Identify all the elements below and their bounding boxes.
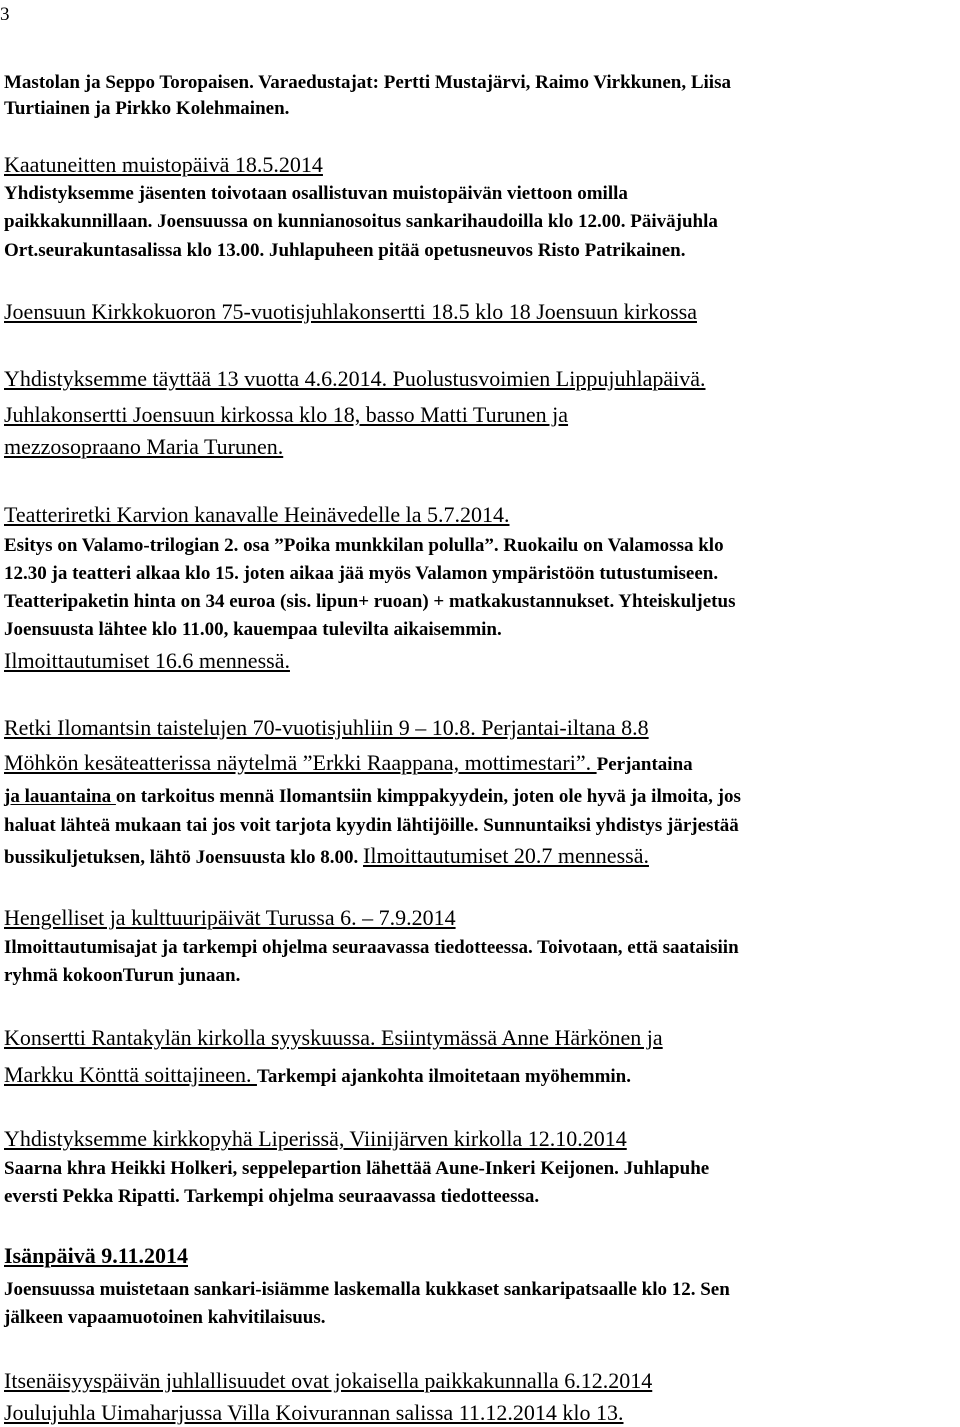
text-line: Esitys on Valamo-trilogian 2. osa ”Poika munkkilan polulla”. Ruokailu on Valamossa klo <box>4 535 724 556</box>
text-fragment: Perjantaina <box>596 754 693 775</box>
text-line: jälkeen vapaamuotoinen kahvitilaisuus. <box>4 1307 326 1328</box>
text-fragment: Tarkempi ajankohta ilmoitetaan myöhemmin. <box>256 1066 631 1087</box>
section-title-isanpaiva: Isänpäivä 9.11.2014 <box>4 1243 188 1268</box>
text-fragment: bussikuljetuksen, lähtö Joensuusta klo 8.00. <box>4 847 363 868</box>
section-title-konsertti: Konsertti Rantakylän kirkolla syyskuussa. Esiintymässä Anne Härkönen ja <box>4 1025 663 1050</box>
text-line: Yhdistyksemme jäsenten toivotaan osallistuvan muistopäivän viettoon omilla <box>4 183 628 204</box>
section-title-kirkkopyha: Yhdistyksemme kirkkopyhä Liperissä, Viinijärven kirkolla 12.10.2014 <box>4 1126 627 1151</box>
section-title-joulujuhla: Joulujuhla Uimaharjussa Villa Koivurannan salissa 11.12.2014 klo 13. <box>4 1400 624 1425</box>
text-line: Ilmoittautumisajat ja tarkempi ohjelma seuraavassa tiedotteessa. Toivotaan, että saataisiin <box>4 937 739 958</box>
section-title-retki: Retki Ilomantsin taistelujen 70-vuotisjuhliin 9 – 10.8. Perjantai-iltana 8.8 <box>4 715 649 740</box>
text-line: mezzosopraano Maria Turunen. <box>4 434 284 459</box>
text-line: Joensuussa muistetaan sankari-isiämme laskemalla kukkaset sankaripatsaalle klo 12. Sen <box>4 1279 730 1300</box>
text-line: Saarna khra Heikki Holkeri, seppelepartion lähettää Aune-Inkeri Keijonen. Juhlapuhe <box>4 1158 710 1179</box>
text-line: haluat lähteä mukaan tai jos voit tarjota kyydin lähtijöille. Sunnuntaiksi yhdistys järjestää <box>4 815 739 836</box>
text-line <box>4 843 649 869</box>
text-line: Teatteripaketin hinta on 34 euroa (sis. lipun+ ruoan) + matkakustannukset. Yhteiskuljetus <box>4 591 736 612</box>
text-fragment: on tarkoitus mennä Ilomantsiin kimppakyydein, joten ole hyvä ja ilmoita, jos <box>115 786 741 807</box>
text-line <box>4 750 693 776</box>
text-line: Joensuusta lähtee klo 11.00, kauempaa tulevilta aikaisemmin. <box>4 619 502 640</box>
play-title: Möhkön kesäteatterissa näytelmä ”Erkki Raappana, mottimestari”. <box>4 750 597 775</box>
text-line: Mastolan ja Seppo Toropaisen. Varaedustajat: Pertti Mustajärvi, Raimo Virkkunen, Liisa <box>4 72 731 93</box>
registration-deadline: Ilmoittautumiset 20.7 mennessä. <box>363 843 649 868</box>
section-title-yhdistys: Yhdistyksemme täyttää 13 vuotta 4.6.2014. Puolustusvoimien Lippujuhlapäivä. <box>4 366 706 391</box>
section-title-kaatuneet: Kaatuneitten muistopäivä 18.5.2014 <box>4 152 323 177</box>
section-title-hengelliset: Hengelliset ja kulttuuripäivät Turussa 6. – 7.9.2014 <box>4 905 456 930</box>
page-number: 3 <box>0 4 10 25</box>
text-line: ryhmä kokoonTurun junaan. <box>4 965 241 986</box>
text-line: Ort.seurakuntasalissa klo 13.00. Juhlapuheen pitää opetusneuvos Risto Patrikainen. <box>4 240 686 261</box>
text-fragment: ja lauantaina <box>4 786 116 807</box>
registration-deadline: Ilmoittautumiset 16.6 mennessä. <box>4 648 290 673</box>
section-title-kirkkokuoro: Joensuun Kirkkokuoron 75-vuotisjuhlakonsertti 18.5 klo 18 Joensuun kirkossa <box>4 299 697 324</box>
text-line: paikkakunnillaan. Joensuussa on kunnianosoitus sankarihaudoilla klo 12.00. Päiväjuhla <box>4 211 718 232</box>
text-line: eversti Pekka Ripatti. Tarkempi ohjelma seuraavassa tiedotteessa. <box>4 1186 540 1207</box>
section-title-itsenaisyys: Itsenäisyyspäivän juhlallisuudet ovat jokaisella paikkakunnalla 6.12.2014 <box>4 1368 653 1393</box>
text-line <box>4 1062 631 1088</box>
section-title-teatteri: Teatteriretki Karvion kanavalle Heinävedelle la 5.7.2014. <box>4 502 510 527</box>
text-line: 12.30 ja teatteri alkaa klo 15. joten aikaa jää myös Valamon ympäristöön tutustumiseen. <box>4 563 719 584</box>
text-line: Juhlakonsertti Joensuun kirkossa klo 18, basso Matti Turunen ja <box>4 402 569 427</box>
text-line <box>4 786 741 808</box>
text-line: Turtiainen ja Pirkko Kolehmainen. <box>4 98 290 119</box>
text-fragment: Markku Könttä soittajineen. <box>4 1062 257 1087</box>
